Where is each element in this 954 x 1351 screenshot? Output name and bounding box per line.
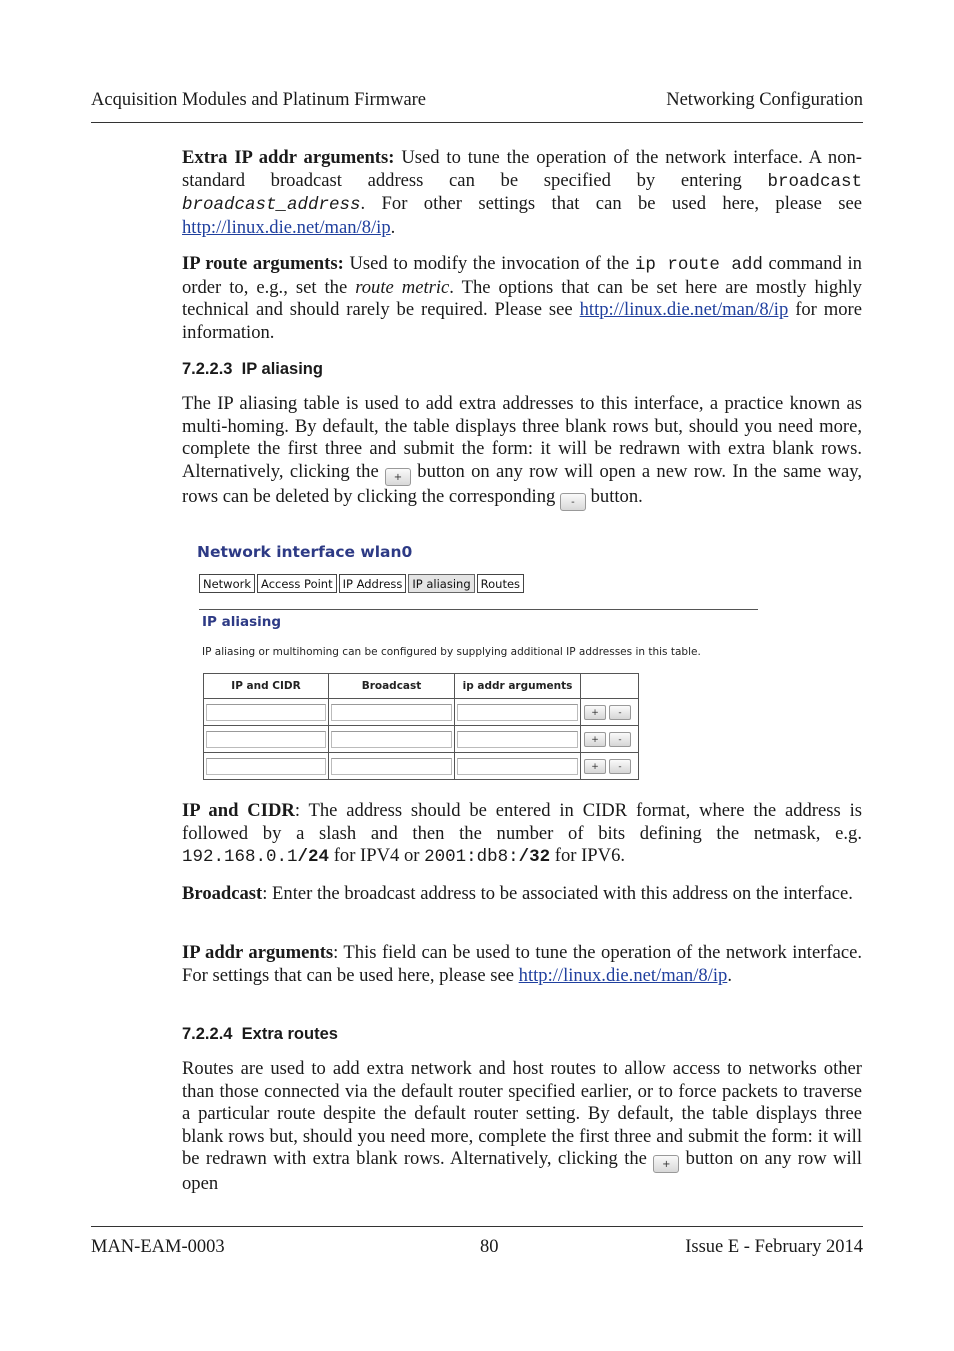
table-row (204, 699, 639, 726)
figure-divider (199, 609, 758, 610)
add-row-button[interactable]: + (584, 759, 606, 774)
figure-ip-aliasing-screenshot (196, 540, 766, 785)
term-extra-ip-args: Extra IP addr arguments: (182, 147, 395, 168)
para-broadcast: Broadcast: Enter the broadcast address to be associated with this address on the interface. (182, 883, 853, 904)
term-broadcast: Broadcast (182, 883, 263, 904)
tab-bar (199, 574, 524, 594)
footer-issue: Issue E - February 2014 (685, 1237, 863, 1257)
tab-network[interactable]: Network (199, 574, 255, 593)
link-man-ip[interactable]: http://linux.die.net/man/8/ip (579, 299, 789, 321)
para-ip-aliasing: The IP aliasing table is used to add extra addresses to this interface, a practice known as multi-homing. By default, the table displays three blank rows but, should you need more, complete the first three and submit the form: it will be redrawn with extra blank rows. Alternatively, clicking the + button on any row will open a new row. In the same way, rows can be deleted by clicking the corresponding - button. (182, 393, 862, 511)
term-ip-route-args: IP route arguments: (182, 253, 344, 274)
para-extra-ip-args: Extra IP addr arguments: Used to tune the operation of the network interface. A non-standard broadcast address can be specified by entering broadcast broadcast_address. For other settings that can be used here, please see http://linux.die.net/man/8/ip. (182, 147, 862, 238)
broadcast-input[interactable] (331, 731, 452, 748)
term-ip-addr-args: IP addr arguments (182, 942, 334, 963)
inline-plus-button: + (653, 1155, 679, 1173)
tab-ip-address[interactable]: IP Address (339, 574, 407, 593)
column-header-ip-addr-args: ip addr arguments (455, 674, 581, 699)
ip-aliasing-table (203, 673, 639, 780)
figure-title: Network interface wlan0 (197, 543, 413, 561)
column-header-actions (581, 674, 639, 699)
column-header-ip-cidr: IP and CIDR (204, 674, 329, 699)
ip-cidr-input[interactable] (206, 758, 326, 775)
table-header-row (204, 674, 639, 699)
add-row-button[interactable]: + (584, 705, 606, 720)
ip-addr-args-input[interactable] (457, 731, 578, 748)
column-header-broadcast: Broadcast (329, 674, 455, 699)
para-extra-routes: Routes are used to add extra network and host routes to allow access to networks other than those connected via the default router specified earlier, or to force packets to traverse a particular route despite the default router setting. By default, the table displays three blank rows but, should you need more, complete the first three and submit the form: it will be redrawn with extra blank rows. Alternatively, clicking the + button on any row will open (182, 1058, 862, 1195)
figure-subtitle: IP aliasing (202, 614, 282, 630)
section-heading-ip-aliasing: 7.2.2.3 IP aliasing (182, 360, 323, 378)
figure-description: IP aliasing or multihoming can be configured by supplying additional IP addresses in this table. (202, 646, 701, 658)
add-row-button[interactable]: + (584, 732, 606, 747)
inline-plus-button: + (385, 468, 411, 486)
footer-doc-id: MAN-EAM-0003 (91, 1237, 225, 1257)
inline-minus-button: - (560, 493, 586, 511)
delete-row-button[interactable]: - (609, 759, 631, 774)
link-man-ip[interactable]: http://linux.die.net/man/8/ip (518, 964, 728, 986)
header-chapter-title: Networking Configuration (666, 90, 863, 110)
header-rule (91, 122, 863, 123)
table-row (204, 726, 639, 753)
delete-row-button[interactable]: - (609, 732, 631, 747)
page-number: 80 (480, 1237, 499, 1257)
ip-addr-args-input[interactable] (457, 704, 578, 721)
tab-access-point[interactable]: Access Point (257, 574, 337, 593)
tab-ip-aliasing[interactable]: IP aliasing (408, 574, 474, 593)
header-doc-title: Acquisition Modules and Platinum Firmware (91, 90, 427, 110)
ip-addr-args-input[interactable] (457, 758, 578, 775)
broadcast-input[interactable] (331, 758, 452, 775)
page-footer (91, 1237, 863, 1261)
term-ip-cidr: IP and CIDR (182, 800, 295, 821)
table-row (204, 753, 639, 780)
ip-cidr-input[interactable] (206, 704, 326, 721)
section-heading-extra-routes: 7.2.2.4 Extra routes (182, 1025, 338, 1043)
tab-routes[interactable]: Routes (477, 574, 524, 593)
ip-cidr-input[interactable] (206, 731, 326, 748)
para-ip-cidr: IP and CIDR: The address should be entered in CIDR format, where the address is followed by a slash and then the number of bits defining the netmask, e.g. 192.168.0.1/24 for IPV4 or 2001:db8:/32 for IPV6. (182, 800, 862, 868)
broadcast-input[interactable] (331, 704, 452, 721)
footer-rule (91, 1226, 863, 1227)
page-header (91, 90, 863, 114)
delete-row-button[interactable]: - (609, 705, 631, 720)
link-man-ip[interactable]: http://linux.die.net/man/8/ip (182, 216, 391, 238)
para-ip-addr-args: IP addr arguments: This field can be used to tune the operation of the network interface. For settings that can be used here, please see http://linux.die.net/man/8/ip. (182, 942, 862, 986)
para-ip-route-args: IP route arguments: Used to modify the invocation of the ip route add command in order to, e.g., set the route metric. The options that can be set here are mostly highly technical and should rarely be required. Please see http://linux.die.net/man/8/ip for more information. (182, 253, 862, 343)
